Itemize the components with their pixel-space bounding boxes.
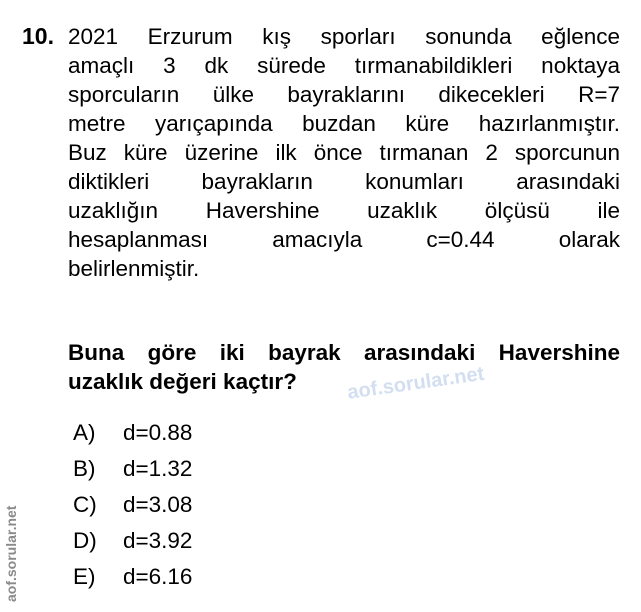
option-text: d=3.92: [123, 528, 193, 553]
question-line: hesaplanması amacıyla c=0.44 olarak: [68, 227, 620, 252]
watermark-side: aof.sorular.net: [3, 505, 19, 602]
option-label: C): [73, 492, 97, 517]
option-label: D): [73, 528, 97, 553]
option-text: d=0.88: [123, 420, 193, 445]
option-text: d=6.16: [123, 564, 193, 589]
option-label: B): [73, 456, 96, 481]
question-line: Buz küre üzerine ilk önce tırmanan 2 sporcunun: [68, 140, 620, 165]
option-label: A): [73, 420, 96, 445]
prompt-line: Buna göre iki bayrak arasındaki Havershine: [68, 340, 620, 365]
prompt-line: uzaklık değeri kaçtır?: [68, 369, 297, 394]
option-a[interactable]: [73, 418, 192, 454]
question-line: amaçlı 3 dk sürede tırmanabildikleri noktaya: [68, 53, 620, 78]
option-b[interactable]: [73, 454, 192, 490]
watermark-center: aof.sorular.net: [346, 362, 486, 404]
question-line: uzaklığın Havershine uzaklık ölçüsü ile: [68, 198, 620, 223]
option-text: d=3.08: [123, 492, 193, 517]
question-line: 2021 Erzurum kış sporları sonunda eğlence: [68, 24, 620, 49]
answer-options: [73, 418, 192, 598]
question-number: 10.: [22, 23, 54, 49]
question-line: belirlenmiştir.: [68, 256, 200, 281]
question-prompt: [68, 338, 620, 396]
option-d[interactable]: [73, 526, 192, 562]
option-c[interactable]: [73, 490, 192, 526]
question-line: diktikleri bayrakların konumları arasındaki: [68, 169, 620, 194]
option-label: E): [73, 564, 96, 589]
question-line: sporcuların ülke bayraklarını dikecekleri R=7: [68, 82, 620, 107]
option-e[interactable]: [73, 562, 192, 598]
option-text: d=1.32: [123, 456, 193, 481]
question-text: [68, 22, 620, 283]
question-line: metre yarıçapında buzdan küre hazırlanmıştır.: [68, 111, 620, 136]
